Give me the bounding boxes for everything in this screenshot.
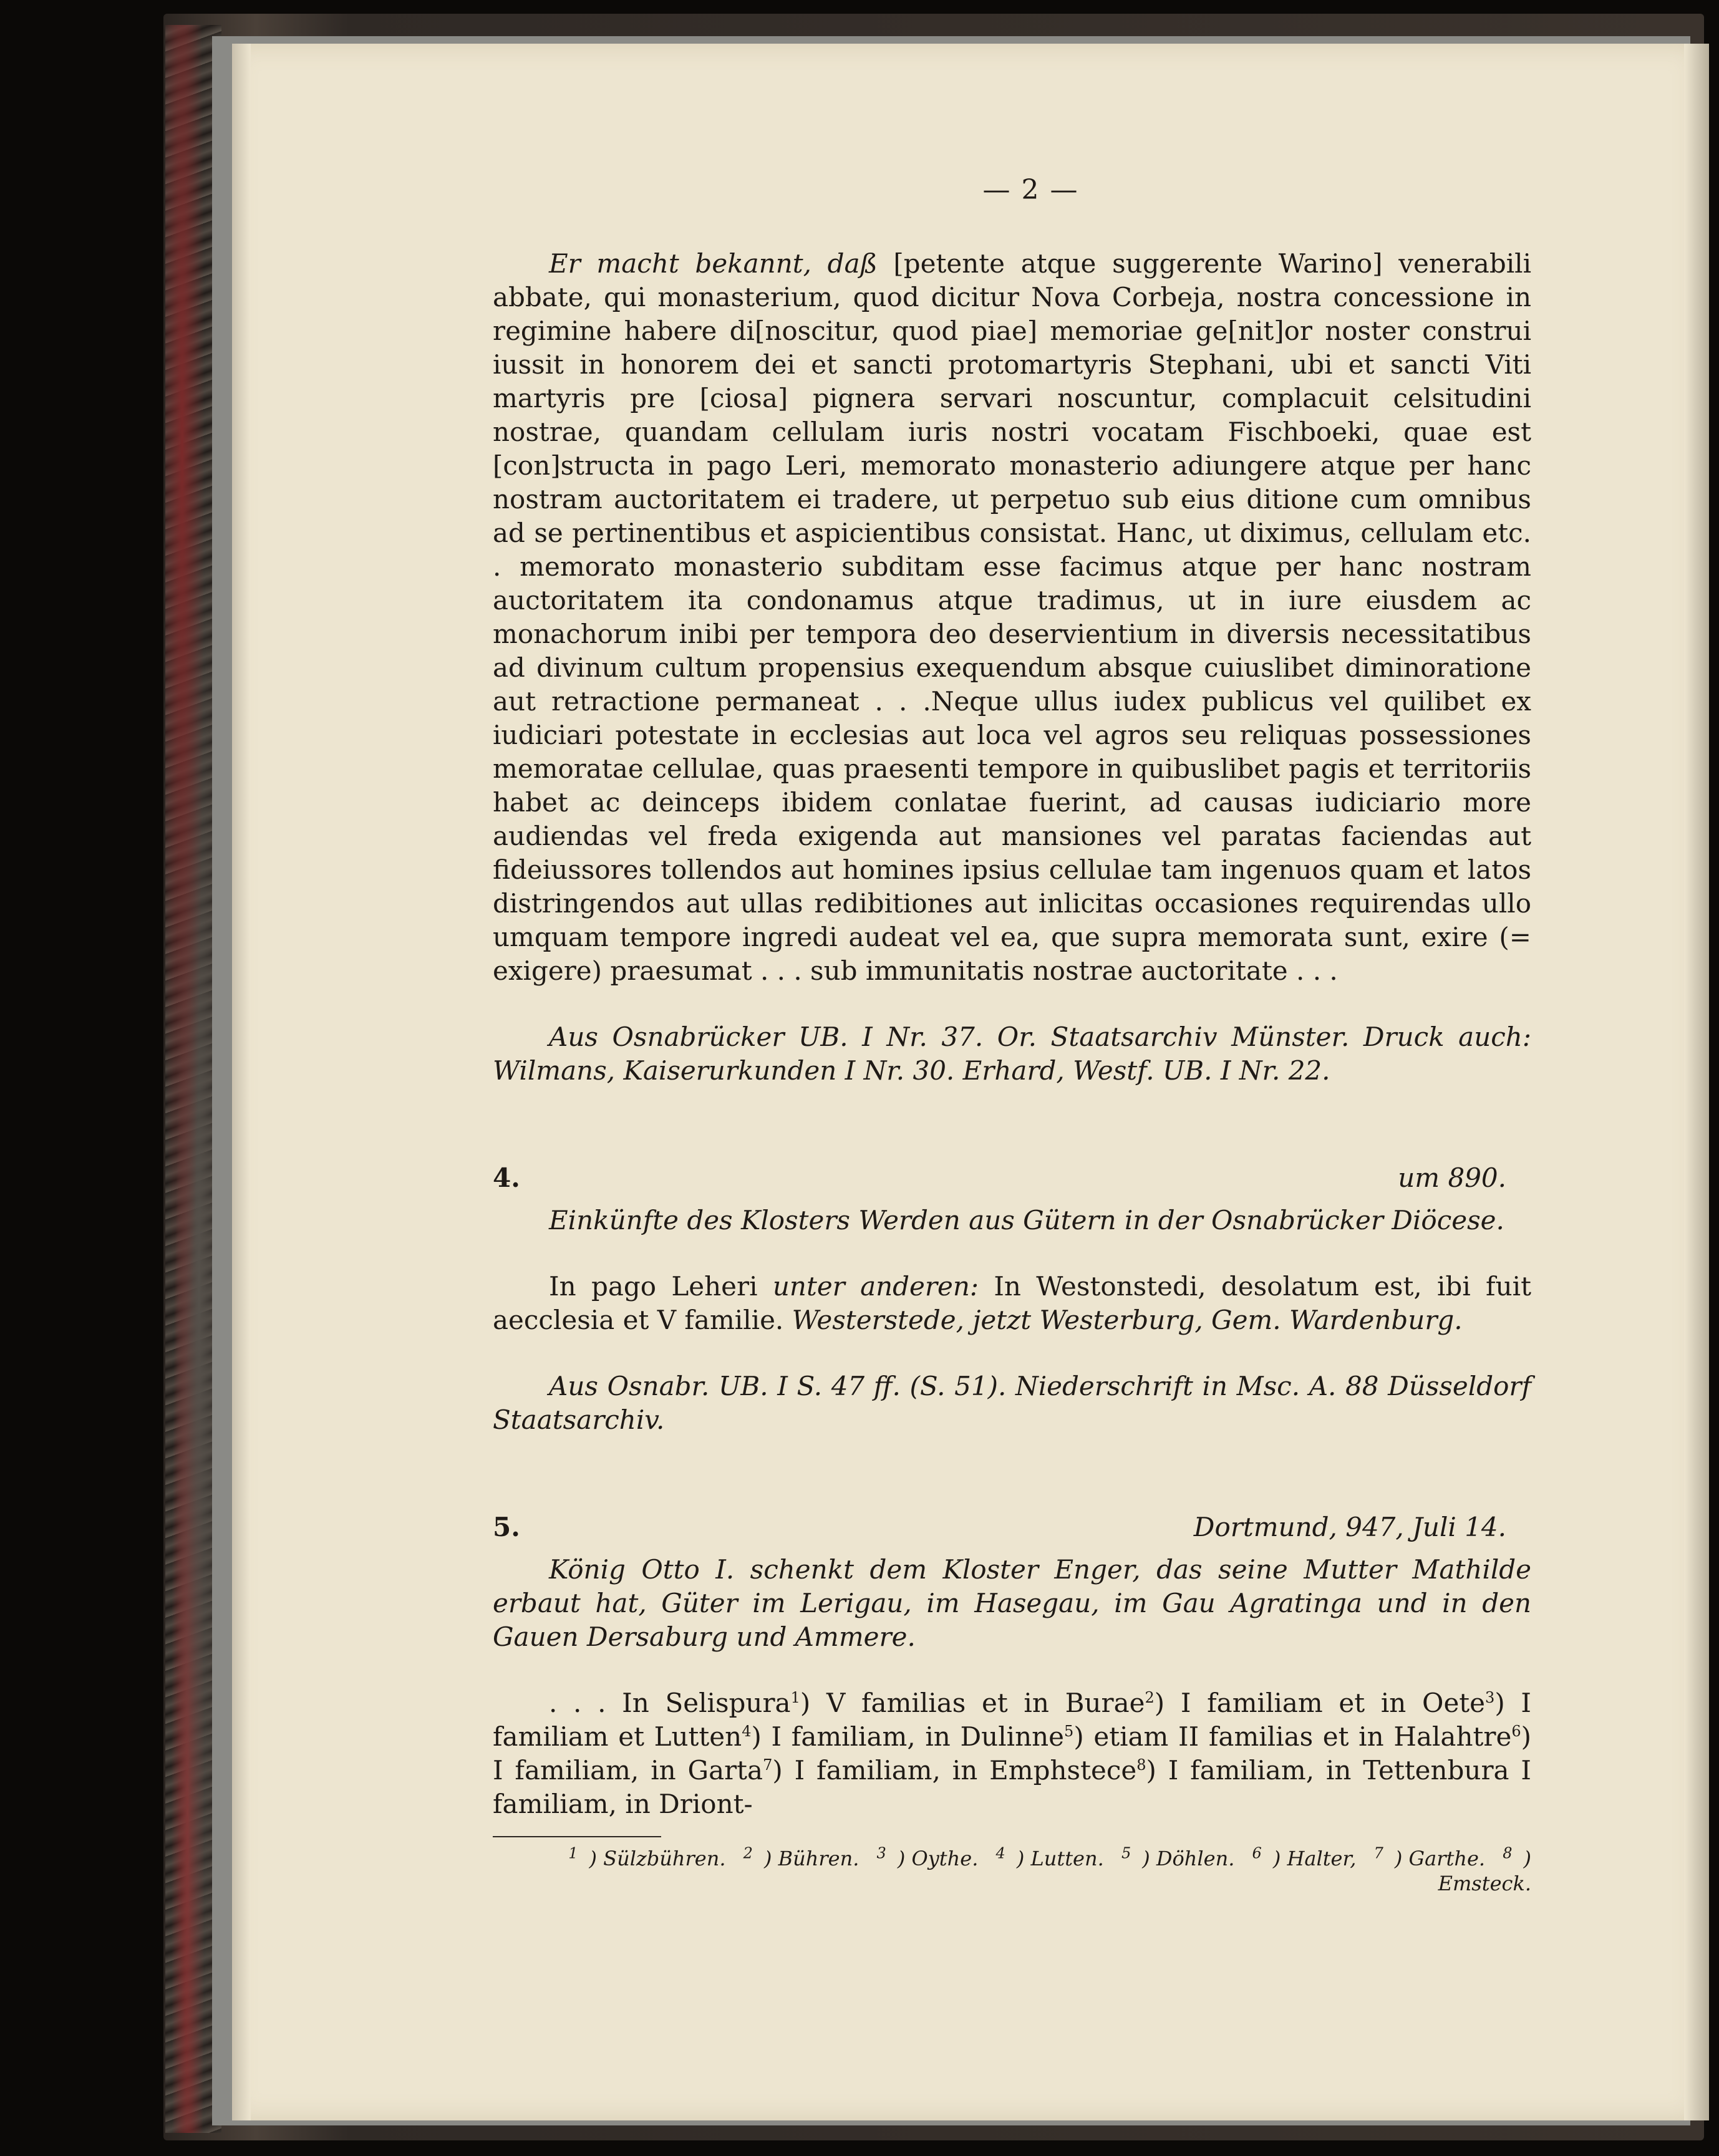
footnote-1: $^1$ ) Sülzbühren.	[568, 1844, 726, 1870]
entry-3-body-lead: Er macht bekannt, daß	[549, 248, 878, 279]
entry-4-body-d: Westerstede, jetzt Westerburg, Gem. Wardenburg.	[792, 1305, 1463, 1335]
entry-4-header	[493, 1161, 1531, 1195]
page-content	[493, 162, 1531, 1896]
footnote-7: $^7$ ) Garthe.	[1373, 1844, 1486, 1870]
footnote-6: $^6$ ) Halter,	[1252, 1844, 1357, 1870]
entry-4-body-a: In pago Leheri	[549, 1271, 758, 1302]
footnote-3: $^3$ ) Oythe.	[876, 1844, 979, 1870]
entry-4-body-c: In Westonstedi, desolatum est, ibi fuit aecclesia et V familie.	[493, 1271, 1531, 1335]
entry-4-body-b: unter anderen:	[772, 1271, 979, 1302]
entry-4-number: 4.	[493, 1163, 520, 1193]
entry-5-title: König Otto I. schenkt dem Kloster Enger, das seine Mutter Mathilde erbaut hat, Güter im Lerigau, im Hasegau, im Gau Agratinga und in den Gauen Dersaburg und Ammere.	[493, 1554, 1531, 1652]
entry-4-source: Aus Osnabr. UB. I S. 47 ff. (S. 51). Niederschrift in Msc. A. 88 Düsseldorf Staatsarchiv.	[493, 1371, 1531, 1435]
footnote-8: $^8$ ) Emsteck.	[1438, 1844, 1531, 1895]
entry-3-source: Aus Osnabrücker UB. I Nr. 37. Or. Staatsarchiv Münster. Druck auch: Wilmans, Kaiserurkunden I Nr. 30. Erhard, Westf. UB. I Nr. 22.	[493, 1022, 1531, 1086]
entry-5-date: Dortmund, 947, Juli 14.	[1193, 1512, 1506, 1542]
entry-5-header	[493, 1511, 1531, 1544]
entry-5-number: 5.	[493, 1512, 520, 1542]
footnote-2: $^2$ ) Bühren.	[743, 1844, 860, 1870]
footnote-4: $^4$ ) Lutten.	[995, 1844, 1104, 1870]
page-number: — 2 —	[982, 174, 1079, 206]
footnote-rule	[493, 1836, 661, 1837]
footnote-5: $^5$ ) Döhlen.	[1121, 1844, 1235, 1870]
page-gutter-shadow	[232, 44, 251, 2120]
entry-3-body	[493, 247, 1531, 988]
entry-3-body-text: [petente atque suggerente Warino] venerabili abbate, qui monasterium, quod dicitur Nova Corbeja, nostra concessione in regimine habere di[noscitur, quod piae] memoriae ge[nit]or noster construi iussit in honorem dei et sancti protomartyris Stephani, ubi et sancti Viti martyris pre [ciosa] pignera servari noscuntur, complacuit celsitudini nostrae, quandam cellulam iuris nostri vocatam Fischboeki, quae est [con]structa in pago Leri, memorato monasterio adiungere atque per hanc nostram auctoritatem ei tradere, ut perpetuo sub eius ditione cum omnibus ad se pertinentibus et aspicientibus consistat. Hanc, ut diximus, cellulam etc. . memorato monasterio subditam esse facimus atque per hanc nostram auctoritatem ita condonamus atque tradimus, ut in iure eiusdem ac monachorum inibi per tempora deo deservientium in diversis necessitatibus ad divinum cultum propensius exequendum absque cuiuslibet diminoratione aut retractione permaneat . . .Neque ullus iudex publicus vel quilibet ex iudiciari potestate in ecclesias aut loca vel agros seu reliquas possessiones memoratae cellulae, quas praesenti tempore in quibuslibet pagis et territoriis habet ac deinceps ibidem conlatae fuerint, ad causas iudiciario more audiendas vel freda exigenda aut mansiones vel paratas faciendas aut fideiussores tollendos aut homines ipsius cellulae tam ingenuos quam et latos distringendos aut ullas redibitiones aut inlicitas occasiones requirendas ullo umquam tempore ingredi audeat vel ea, que supra memorata sunt, exire (= exigere) praesumat . . . sub immunitatis nostrae auctoritate . . .	[493, 248, 1532, 986]
entry-4-date: um 890.	[1398, 1163, 1506, 1193]
entry-4-title: Einkünfte des Klosters Werden aus Gütern in der Osnabrücker Diöcese.	[549, 1205, 1504, 1235]
page-edge	[1684, 44, 1709, 2120]
entry-4-body	[493, 1270, 1531, 1337]
entry-5-body: . . . In Selispura$^1$) V familias et in Burae$^2$) I familiam et in Oete$^3$) I familiam et Lutten$^4$) I familiam, in Dulinne$^5$) etiam II familias et in Halahtre$^6$) I familiam, in Garta$^7$) I familiam, in Emphstece$^8$) I familiam, in Tettenbura I familiam, in Driont-	[493, 1688, 1532, 1819]
footnotes	[493, 1846, 1531, 1896]
